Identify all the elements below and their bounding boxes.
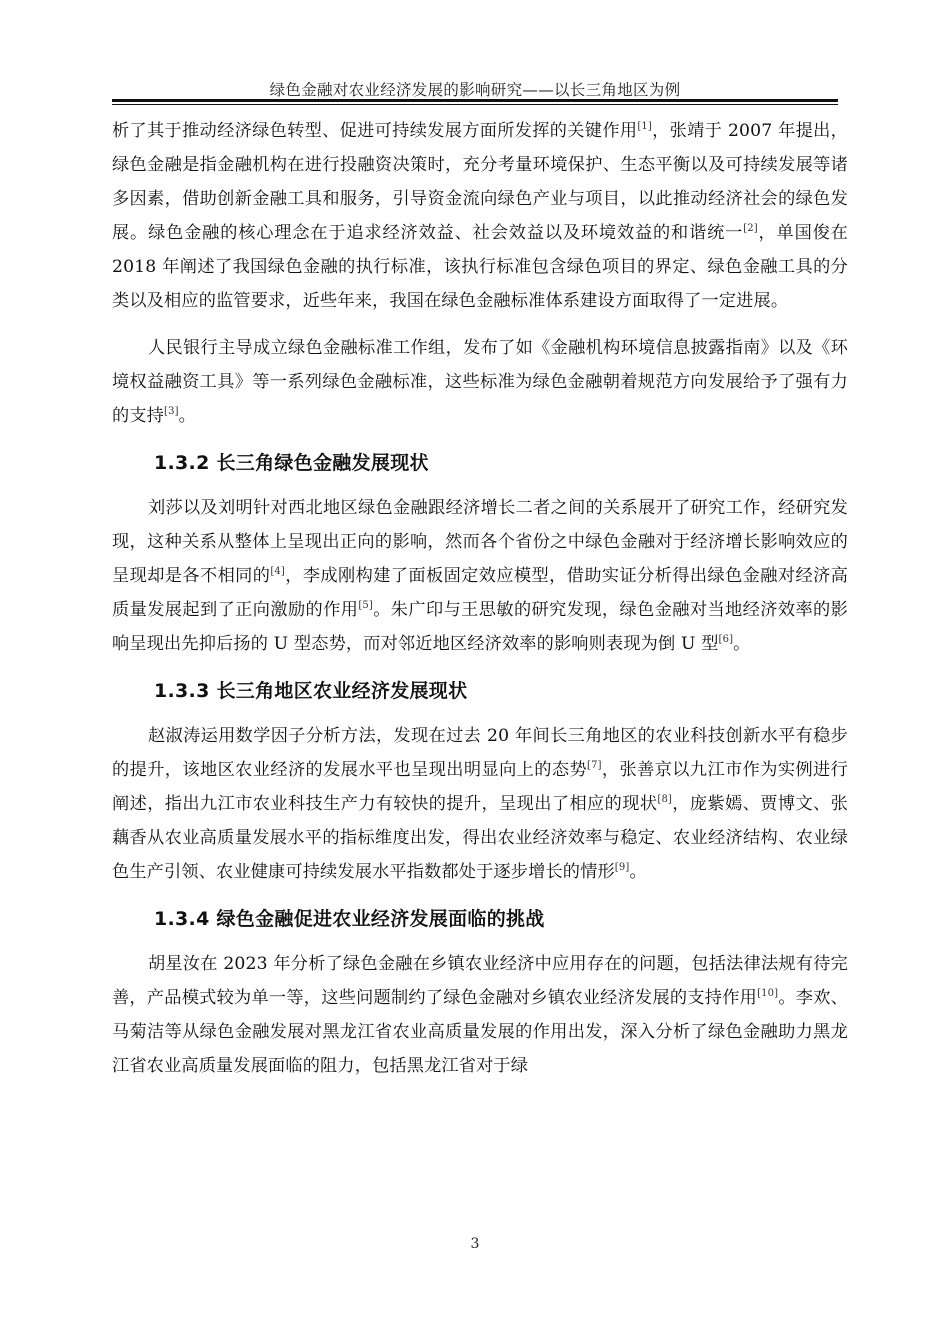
page-number: 3 xyxy=(470,1236,480,1252)
citation-1[interactable]: [1] xyxy=(637,121,652,132)
paragraph-1 xyxy=(112,114,848,318)
text-run: ，张善京以九江市作为实例进行阐述，指出九江市农业科技生产力有较快的提升，呈现出了相应的现状 xyxy=(112,760,848,814)
text-run: 刘莎以及刘明针对西北地区绿色金融跟经济增长二者之间的关系展开了研究工作，经研究发现，这种关系从整体上呈现出正向的影响，然而各个省份之中绿色金融对于经济增长影响效应的呈现却是各不相同的 xyxy=(112,498,848,586)
header-rule-thin xyxy=(112,104,838,105)
text-run: ，单国俊在 2018 年阐述了我国绿色金融的执行标准，该执行标准包含绿色项目的界定、绿色金融工具的分类以及相应的监管要求，近些年来，我国在绿色金融标准体系建设方面取得了一定进展。 xyxy=(112,223,848,311)
section-heading-1-3-3: 1.3.3 长三角地区农业经济发展现状 xyxy=(154,680,468,702)
text-run: ，庞紫嫣、贾博文、张藕香从农业高质量发展水平的指标维度出发，得出农业经济效率与稳定、农业经济结构、农业绿色生产引领、农业健康可持续发展水平指数都处于逐步增长的情形 xyxy=(112,794,848,882)
section-heading-1-3-4: 1.3.4 绿色金融促进农业经济发展面临的挑战 xyxy=(154,908,545,930)
citation-7[interactable]: [7] xyxy=(587,760,602,771)
citation-3[interactable]: [3] xyxy=(164,406,179,417)
text-run: 人民银行主导成立绿色金融标准工作组，发布了如《金融机构环境信息披露指南》以及《环境权益融资工具》等一系列绿色金融标准，这些标准为绿色金融朝着规范方向发展给予了强有力的支持 xyxy=(112,338,848,426)
citation-5[interactable]: [5] xyxy=(358,600,373,611)
text-run: 析了其于推动经济绿色转型、促进可持续发展方面所发挥的关键作用 xyxy=(112,121,638,141)
citation-9[interactable]: [9] xyxy=(614,862,630,873)
paragraph-5 xyxy=(112,947,848,1083)
text-run: 。 xyxy=(733,634,751,654)
running-header: 绿色金融对农业经济发展的影响研究——以长三角地区为例 xyxy=(269,81,681,99)
text-run: 胡星汝在 2023 年分析了绿色金融在乡镇农业经济中应用存在的问题，包括法律法规有待完善，产品模式较为单一等，这些问题制约了绿色金融对乡镇农业经济发展的支持作用 xyxy=(112,954,848,1008)
citation-2[interactable]: [2] xyxy=(743,223,758,234)
text-run: 。朱广印与王思敏的研究发现，绿色金融对当地经济效率的影响呈现出先抑后扬的 U 型态势，而对邻近地区经济效率的影响则表现为倒 U 型 xyxy=(112,600,848,654)
citation-8[interactable]: [8] xyxy=(657,794,673,805)
text-run: 。李欢、马菊洁等从绿色金融发展对黑龙江省农业高质量发展的作用出发，深入分析了绿色金融助力黑龙江省农业高质量发展面临的阻力，包括黑龙江省对于绿 xyxy=(112,988,848,1076)
text-run: ，张靖于 2007 年提出，绿色金融是指金融机构在进行投融资决策时，充分考量环境保护、生态平衡以及可持续发展等诸多因素，借助创新金融工具和服务，引导资金流向绿色产业与项目，以此推动经济社会的绿色发展。绿色金融的核心理念在于追求经济效益、社会效益以及环境效益的和谐统一 xyxy=(112,121,848,243)
paragraph-2 xyxy=(112,331,848,433)
citation-4[interactable]: [4] xyxy=(270,566,285,577)
text-run: ，李成刚构建了面板固定效应模型，借助实证分析得出绿色金融对经济高质量发展起到了正向激励的作用 xyxy=(112,566,848,620)
section-heading-1-3-2: 1.3.2 长三角绿色金融发展现状 xyxy=(154,452,429,474)
text-run: 。 xyxy=(178,406,196,426)
text-run: 赵淑涛运用数学因子分析方法，发现在过去 20 年间长三角地区的农业科技创新水平有稳步的提升，该地区农业经济的发展水平也呈现出明显向上的态势 xyxy=(112,726,848,780)
text-run: 。 xyxy=(629,862,647,882)
header-rule xyxy=(112,99,838,102)
citation-6[interactable]: [6] xyxy=(718,634,734,645)
body-text xyxy=(112,114,848,1083)
citation-10[interactable]: [10] xyxy=(757,988,779,999)
paragraph-4 xyxy=(112,719,848,889)
paragraph-3 xyxy=(112,491,848,661)
